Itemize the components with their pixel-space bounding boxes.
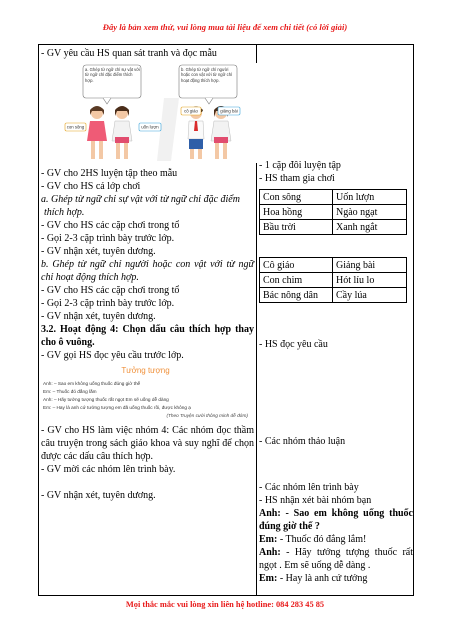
speaker-label: Anh: bbox=[259, 547, 281, 558]
answer-text: - Hay là anh cứ tưởng bbox=[277, 573, 368, 584]
story-excerpt bbox=[43, 365, 248, 420]
table-row bbox=[260, 288, 407, 303]
response-line: - 1 cặp đôi luyện tập bbox=[259, 160, 341, 171]
instruction-line: - GV yêu cầu HS quan sát tranh và đọc mẫu bbox=[41, 48, 217, 59]
instruction-line: - Gọi 2-3 cặp trình bày trước lớp. bbox=[41, 233, 175, 244]
teacher-activities-column bbox=[41, 47, 254, 502]
answer-line bbox=[259, 572, 413, 585]
story-citation: (Theo Truyện cười thông minh dễ đớm) bbox=[166, 413, 248, 418]
table-cell: Hoa hồng bbox=[260, 205, 333, 220]
response-line: - HS tham gia chơi bbox=[259, 173, 335, 184]
word-card-3: cô giáo bbox=[184, 108, 198, 114]
textbook-illustration bbox=[59, 63, 258, 163]
table-cell: Cầy lúa bbox=[333, 288, 407, 303]
response-line: - Các nhóm lên trình bày bbox=[259, 482, 359, 493]
response-line: - Các nhóm thảo luận bbox=[259, 436, 346, 447]
table-cell: Hót líu lo bbox=[333, 273, 407, 288]
table-cell: Bầu trời bbox=[260, 220, 333, 235]
story-line: Anh: – Hãy tưởng tượng thuốc rất ngọt Em sẽ uống dễ dàng bbox=[43, 397, 169, 402]
instruction-line: - GV mời các nhóm lên trình bày. bbox=[41, 464, 176, 475]
answer-text: - Thuốc đó đắng lắm! bbox=[277, 534, 367, 545]
bubble-b-text: b. Ghép từ ngữ chỉ người hoặc con vật với từ ngữ chỉ hoạt động thích hợp. bbox=[181, 67, 232, 83]
speaker-label: Anh: bbox=[259, 508, 281, 519]
instruction-line: - GV nhận xét, tuyên dương. bbox=[41, 246, 156, 257]
speaker-label: Em: bbox=[259, 573, 278, 584]
table-cell: Xanh ngắt bbox=[333, 220, 407, 235]
instruction-line: - GV cho HS cả lớp chơi bbox=[41, 181, 141, 192]
table-cell: Cô giáo bbox=[260, 258, 333, 273]
answer-line bbox=[259, 533, 413, 546]
table-cell: Ngào ngạt bbox=[333, 205, 407, 220]
instruction-line: - GV cho 2HS luyện tập theo mẫu bbox=[41, 168, 178, 179]
table-row bbox=[260, 273, 407, 288]
word-card-1: con sông bbox=[66, 124, 85, 130]
instruction-line: - GV gọi HS đọc yêu cầu trước lớp. bbox=[41, 350, 184, 361]
story-line: Em: – Thuốc đó đắng lắm bbox=[43, 389, 97, 394]
hotline-notice: Mọi thắc mắc vui lòng xin liên hệ hotline: 084 283 45 85 bbox=[125, 600, 325, 609]
story-line: Em: – Hay là anh cứ tưởng tượng em đã uống thuốc rồi, được không ạ bbox=[43, 405, 191, 410]
story-title: Tưởng tượng bbox=[121, 366, 170, 375]
match-table-b bbox=[259, 257, 407, 303]
table-row bbox=[260, 190, 407, 205]
instruction-line: - GV cho HS các cặp chơi trong tổ bbox=[41, 220, 180, 231]
activity-4-heading: 3.2. Hoạt động 4: Chọn dấu câu thích hợp thay cho ô vuông. bbox=[41, 324, 254, 348]
table-cell: Bác nông dân bbox=[260, 288, 333, 303]
exercise-a-heading: a. Ghép từ ngữ chỉ sự vật với từ ngữ chỉ đặc điểm bbox=[41, 194, 240, 205]
student-activities-column bbox=[259, 47, 413, 585]
response-line: - HS nhận xét bài nhóm bạn bbox=[259, 495, 372, 506]
exercise-b-heading: b. Ghép từ ngữ chỉ người hoặc con vật với từ ngữ chỉ hoạt động thích hợp. bbox=[41, 259, 254, 283]
instruction-line: - GV cho HS các cặp chơi trong tổ bbox=[41, 285, 180, 296]
answer-text: - Hãy tưởng tượng thuốc rất ngọt . Em sẽ uống dễ dàng . bbox=[259, 547, 413, 571]
word-card-4: giảng bài bbox=[220, 108, 238, 114]
response-line: - HS đọc yêu cầu bbox=[259, 339, 328, 350]
preview-notice: Đây là bản xem thử, vui lòng mua tài liệu để xem chi tiết (có lời giải) bbox=[102, 22, 348, 32]
table-row bbox=[260, 258, 407, 273]
table-cell: Con chim bbox=[260, 273, 333, 288]
instruction-line: - Gọi 2-3 cặp trình bày trước lớp. bbox=[41, 298, 175, 309]
instruction-line: - GV nhận xét, tuyên dương. bbox=[41, 311, 156, 322]
table-cell: Uốn lượn bbox=[333, 190, 407, 205]
word-card-2: uốn lượn bbox=[141, 124, 159, 130]
answer-text: - Sao em không uống thuốc đúng giờ thế ? bbox=[259, 508, 413, 532]
instruction-line: - GV nhận xét, tuyên dương. bbox=[41, 490, 156, 501]
table-cell: Giảng bài bbox=[333, 258, 407, 273]
exercise-a-heading-cont: thích hợp. bbox=[44, 207, 85, 218]
table-cell: Con sông bbox=[260, 190, 333, 205]
answer-line bbox=[259, 507, 413, 533]
bubble-a-text: a. Ghép từ ngữ chỉ sự vật với từ ngữ chỉ đặc điểm thích hợp. bbox=[85, 67, 140, 83]
table-row bbox=[260, 205, 407, 220]
answer-line bbox=[259, 546, 413, 572]
match-table-a bbox=[259, 189, 407, 235]
story-line: Anh: – Sao em không uống thuốc đúng giờ thế bbox=[43, 381, 141, 386]
table-row bbox=[260, 220, 407, 235]
instruction-line: - GV cho HS làm việc nhóm 4: Các nhóm đọc thầm câu truyện trong sách giáo khoa và suy nghĩ để chọn được các dấu câu thích hợp. bbox=[41, 425, 254, 462]
speaker-label: Em: bbox=[259, 534, 278, 545]
